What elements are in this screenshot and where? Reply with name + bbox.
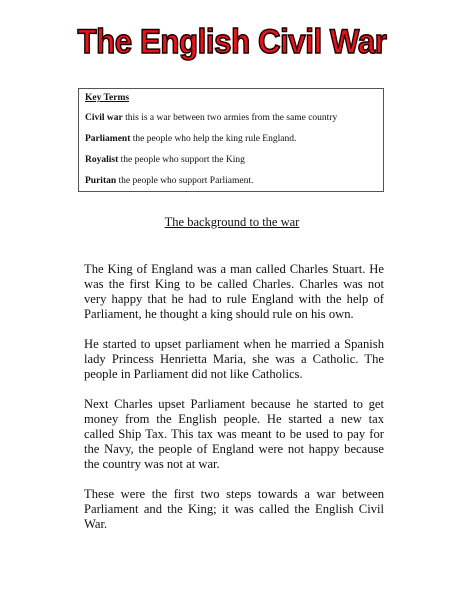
key-term-definition: the people who support Parliament.	[116, 176, 254, 186]
key-term-row-civil-war	[85, 113, 377, 124]
key-term-definition: the people who support the King	[118, 155, 245, 165]
section-title: The background to the war	[164, 215, 300, 229]
paragraph: These were the first two steps towards a war between Parliament and the King; it was called the English Civil War.	[84, 487, 384, 531]
key-term-definition: this is a war between two armies from the same country	[122, 113, 338, 123]
key-term: Civil war	[85, 113, 123, 123]
key-term-definition: the people who help the king rule England.	[130, 134, 297, 144]
paragraph: He started to upset parliament when he married a Spanish lady Princess Henrietta Maria, she was a Catholic. The people in Parliament did not like Catholics.	[84, 337, 384, 381]
body-text	[84, 262, 384, 547]
paragraph: Next Charles upset Parliament because he started to get money from the English people. He started a new tax called Ship Tax. This tax was meant to be used to pay for the Navy, the people of England were not happy because the country was not at war.	[84, 397, 384, 471]
key-terms-heading: Key Terms	[85, 93, 130, 103]
key-term: Royalist	[85, 155, 119, 165]
key-term-row-royalist	[85, 155, 377, 166]
key-term: Puritan	[85, 176, 117, 186]
page-title: The English Civil War	[77, 23, 387, 61]
key-term-row-parliament	[85, 134, 377, 145]
key-term: Parliament	[85, 134, 131, 144]
paragraph: The King of England was a man called Charles Stuart. He was the first King to be called Charles. Charles was not very happy that he had to rule England with the help of Parliament, he thought a king should rule on his own.	[84, 262, 384, 321]
key-term-row-puritan	[85, 176, 377, 187]
key-terms-box	[78, 88, 384, 192]
